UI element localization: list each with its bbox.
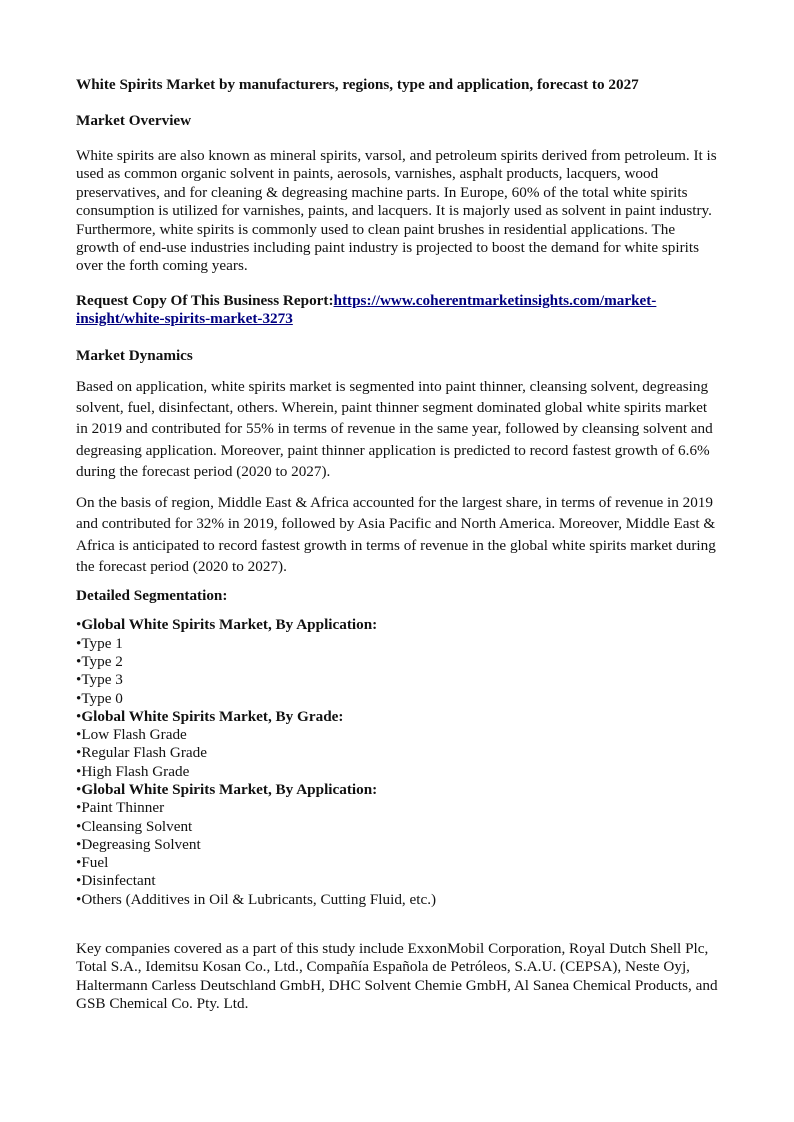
- segment-item: [76, 799, 718, 817]
- bullet-icon: •: [76, 689, 82, 707]
- segment-group-heading: [76, 781, 718, 799]
- document-title: White Spirits Market by manufacturers, regions, type and application, forecast to 2027: [76, 76, 639, 93]
- segment-text: High Flash Grade: [81, 762, 190, 780]
- bullet-icon: •: [76, 762, 82, 780]
- segment-text: Fuel: [81, 854, 109, 872]
- bullet-icon: •: [76, 652, 82, 670]
- segment-text: Type 1: [81, 634, 123, 652]
- segment-text: Disinfectant: [81, 872, 156, 890]
- segment-text: Type 3: [81, 671, 123, 689]
- segmentation-list: [76, 616, 718, 909]
- bullet-icon: •: [76, 817, 82, 835]
- bullet-icon: •: [76, 780, 82, 798]
- segment-item: [76, 836, 718, 854]
- segment-text: Global White Spirits Market, By Application:: [81, 780, 378, 798]
- segment-text: Cleansing Solvent: [81, 817, 193, 835]
- document-page: [76, 75, 718, 1014]
- segment-item: [76, 891, 718, 909]
- segment-item: [76, 763, 718, 781]
- segment-item: [76, 744, 718, 762]
- bullet-icon: •: [76, 835, 82, 853]
- bullet-icon: •: [76, 616, 82, 634]
- bullet-icon: •: [76, 872, 82, 890]
- segment-text: Global White Spirits Market, By Application:: [81, 616, 378, 634]
- segment-item: [76, 671, 718, 689]
- segment-text: Degreasing Solvent: [81, 835, 201, 853]
- report-link[interactable]: https://www.coherentmarketinsights.com/market-insight/white-spirits-market-3273: [76, 291, 657, 328]
- bullet-icon: •: [76, 634, 82, 652]
- market-dynamics-paragraph-1: Based on application, white spirits market is segmented into paint thinner, cleansing solvent, degreasing solvent, fuel, disinfectant, others. Wherein, paint thinner segment dominated global white spirits market in 2019 and contributed for 55% in terms of revenue in the same year, followed by cleansing solvent and degreasing application. Moreover, paint thinner application is predicted to record fastest growth of 6.6% during the forecast period (2020 to 2027).: [76, 377, 713, 481]
- market-dynamics-heading: Market Dynamics: [76, 346, 193, 364]
- segment-group-heading: [76, 616, 718, 634]
- segment-item: [76, 653, 718, 671]
- segment-text: Low Flash Grade: [81, 726, 187, 744]
- bullet-icon: •: [76, 671, 82, 689]
- segment-item: [76, 854, 718, 872]
- bullet-icon: •: [76, 854, 82, 872]
- bullet-icon: •: [76, 707, 82, 725]
- market-dynamics-paragraph-2: On the basis of region, Middle East & Africa accounted for the largest share, in terms of revenue in 2019 and contributed for 32% in 2019, followed by Asia Pacific and North America. Moreover, Middle East & Africa is anticipated to record fastest growth in terms of revenue in the global white spirits market during the forecast period (2020 to 2027).: [76, 493, 716, 575]
- segment-group-heading: [76, 708, 718, 726]
- market-overview-heading: Market Overview: [76, 112, 192, 129]
- segment-item: [76, 818, 718, 836]
- key-companies-paragraph: Key companies covered as a part of this study include ExxonMobil Corporation, Royal Dutch Shell Plc, Total S.A., Idemitsu Kosan Co., Ltd., Compañía Española de Petróleos, S.A.U. (CEPSA), Neste Oyj, Haltermann Carless Deutschland GmbH, DHC Solvent Chemie GmbH, Al Sanea Chemical Products, and GSB Chemical Co. Pty. Ltd.: [76, 940, 718, 1013]
- segment-text: Global White Spirits Market, By Grade:: [81, 707, 344, 725]
- market-overview-paragraph: White spirits are also known as mineral spirits, varsol, and petroleum spirits derived from petroleum. It is used as common organic solvent in paints, aerosols, varnishes, asphalt products, lacquers, wood preservatives, and for cleaning & degreasing machine parts. In Europe, 60% of the total white spirits consumption is utilized for varnishes, paints, and lacquers. It is majorly used as solvent in paint industry. Furthermore, white spirits is commonly used to clean paint brushes in residential applications. The growth of end-use industries including paint industry is projected to boost the demand for white spirits over the forth coming years.: [76, 147, 717, 275]
- segment-item: [76, 872, 718, 890]
- request-copy-line: [76, 292, 718, 329]
- bullet-icon: •: [76, 799, 82, 817]
- segment-item: [76, 726, 718, 744]
- segment-item: [76, 690, 718, 708]
- segment-item: [76, 635, 718, 653]
- detailed-segmentation-heading: Detailed Segmentation:: [76, 587, 228, 605]
- request-copy-label: Request Copy Of This Business Report:: [76, 291, 334, 309]
- segment-text: Others (Additives in Oil & Lubricants, Cutting Fluid, etc.): [81, 890, 437, 908]
- segment-text: Type 0: [81, 689, 123, 707]
- segment-text: Type 2: [81, 652, 123, 670]
- bullet-icon: •: [76, 890, 82, 908]
- segment-text: Paint Thinner: [81, 799, 165, 817]
- segment-text: Regular Flash Grade: [81, 744, 208, 762]
- bullet-icon: •: [76, 726, 82, 744]
- bullet-icon: •: [76, 744, 82, 762]
